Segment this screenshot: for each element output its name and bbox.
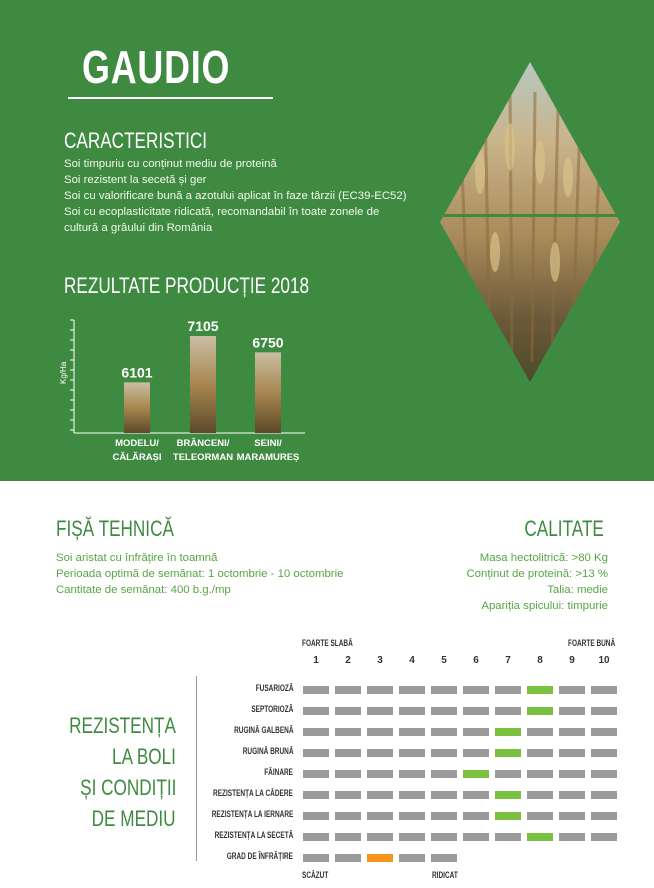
score-cell <box>335 707 361 715</box>
score-cell <box>559 833 585 841</box>
score-cell <box>591 770 617 778</box>
y-axis-ticks <box>70 320 74 430</box>
category-label: SEINI/ <box>254 438 282 449</box>
bar <box>124 382 150 433</box>
list-item: Cantitate de semănat: 400 b.g./mp <box>56 584 231 596</box>
list-item: cultură a grâului din România <box>64 222 213 234</box>
score-cell <box>335 770 361 778</box>
score-cell <box>591 686 617 694</box>
score-cell-active <box>527 686 553 694</box>
row-label: RUGINĂ GALBENĂ <box>233 725 293 735</box>
score-cell <box>367 749 393 757</box>
score-cell <box>399 812 425 820</box>
score-cell <box>303 833 329 841</box>
scale-number: 10 <box>598 655 610 666</box>
rezistenta-heading-line: LA BOLI <box>112 744 176 769</box>
list-item: Perioada optimă de semănat: 1 octombrie - 10 octombrie <box>56 568 344 580</box>
list-item: Masa hectolitrică: >80 Kg <box>479 552 608 564</box>
calitate-heading: CALITATE <box>524 516 604 541</box>
score-cell <box>431 707 457 715</box>
list-item: Talia: medie <box>547 584 608 596</box>
score-cell <box>367 686 393 694</box>
score-cell <box>303 728 329 736</box>
score-cell <box>431 686 457 694</box>
score-cell <box>335 728 361 736</box>
score-cell-active <box>527 707 553 715</box>
score-cell <box>591 791 617 799</box>
score-cell <box>527 770 553 778</box>
score-cell <box>527 791 553 799</box>
score-cell <box>303 854 329 862</box>
infratire-high-label: RIDICAT <box>432 870 458 880</box>
score-cell-active <box>495 749 521 757</box>
score-cell <box>591 812 617 820</box>
score-cell <box>495 833 521 841</box>
score-cell-active <box>367 854 393 862</box>
list-item: Conținut de proteină: >13 % <box>466 568 608 580</box>
score-cell <box>463 791 489 799</box>
score-cell <box>463 833 489 841</box>
list-item: Soi cu valorificare bună a azotului aplicat în faze târzii (EC39-EC52) <box>64 190 407 202</box>
score-cell <box>495 707 521 715</box>
score-cell <box>431 728 457 736</box>
bars <box>112 318 299 463</box>
scale-number: 2 <box>345 655 351 666</box>
bar <box>190 336 216 433</box>
score-cell-active <box>527 833 553 841</box>
score-cell <box>399 791 425 799</box>
fisa-tehnica-list <box>56 550 343 598</box>
row-label: REZISTENȚA LA SECETĂ <box>214 830 293 840</box>
scale-high-label: FOARTE BUNĂ <box>568 638 616 648</box>
row-label: REZISTENȚA LA IERNARE <box>211 809 293 819</box>
caracteristici-heading: CARACTERISTICI <box>64 128 208 153</box>
list-item: Soi timpuriu cu conținut mediu de proteină <box>64 158 277 170</box>
score-cell-active <box>495 728 521 736</box>
scale-number: 9 <box>569 655 575 666</box>
bottom-panel <box>0 481 654 888</box>
score-cell <box>431 854 457 862</box>
score-cell <box>399 749 425 757</box>
score-cell <box>527 749 553 757</box>
score-cell <box>559 770 585 778</box>
score-cell <box>495 770 521 778</box>
score-cell <box>591 749 617 757</box>
list-item: Apariția spicului: timpurie <box>481 600 608 612</box>
infratire-low-label: SCĂZUT <box>302 870 329 880</box>
score-cell <box>399 854 425 862</box>
rezistenta-heading <box>39 710 176 834</box>
scale-number: 4 <box>409 655 415 666</box>
scale-number: 5 <box>441 655 447 666</box>
score-cell <box>335 749 361 757</box>
score-cell <box>559 707 585 715</box>
score-cell <box>303 749 329 757</box>
score-cell <box>463 749 489 757</box>
scale-number: 1 <box>313 655 319 666</box>
score-cell <box>335 833 361 841</box>
bar <box>255 352 281 433</box>
rezistenta-heading-line: DE MEDIU <box>92 806 176 831</box>
category-label: CĂLĂRAȘI <box>112 452 162 463</box>
score-cell <box>559 749 585 757</box>
score-cell <box>463 686 489 694</box>
score-cell <box>431 770 457 778</box>
score-cell <box>463 812 489 820</box>
score-cell <box>335 791 361 799</box>
score-cell <box>303 707 329 715</box>
score-cell <box>399 833 425 841</box>
row-label: FUSARIOZĂ <box>255 683 293 693</box>
row-label: GRAD DE ÎNFRĂȚIRE <box>226 851 293 861</box>
score-cell <box>591 707 617 715</box>
row-label: REZISTENȚA LA CĂDERE <box>213 788 293 798</box>
score-cell <box>399 770 425 778</box>
score-cell <box>559 686 585 694</box>
category-label: MODELU/ <box>115 438 159 449</box>
score-cell <box>591 728 617 736</box>
scale-number: 3 <box>377 655 383 666</box>
list-item: Soi aristat cu înfrățire în toamnă <box>56 552 218 564</box>
score-cell <box>367 707 393 715</box>
bar-value-label: 7105 <box>187 318 219 334</box>
category-label: MARAMUREȘ <box>236 452 300 463</box>
scale-number: 7 <box>505 655 511 666</box>
score-cell <box>495 686 521 694</box>
score-cell <box>399 728 425 736</box>
category-label: BRÂNCENI/ <box>176 438 230 449</box>
score-cell <box>431 791 457 799</box>
score-cell <box>559 728 585 736</box>
score-cell <box>367 833 393 841</box>
score-cell <box>367 770 393 778</box>
score-cell-active <box>463 770 489 778</box>
score-cell <box>527 728 553 736</box>
y-axis-label: Kg/Ha <box>59 361 68 384</box>
score-cell <box>367 791 393 799</box>
score-cell <box>527 812 553 820</box>
score-cell <box>367 812 393 820</box>
bar-value-label: 6750 <box>252 334 284 351</box>
score-cell <box>591 833 617 841</box>
list-item: Soi rezistent la secetă și ger <box>64 174 207 186</box>
score-cell <box>399 686 425 694</box>
score-cell <box>399 707 425 715</box>
category-label: TELEORMAN <box>172 452 234 463</box>
score-cell-active <box>495 791 521 799</box>
scale-low-label: FOARTE SLABĂ <box>302 638 353 648</box>
rezistenta-heading-line: REZISTENȚA <box>69 713 176 738</box>
rezultate-heading: REZULTATE PRODUCȚIE 2018 <box>64 273 310 298</box>
score-cell <box>431 812 457 820</box>
score-cell <box>335 812 361 820</box>
score-cell <box>303 770 329 778</box>
scale-number: 6 <box>473 655 479 666</box>
score-cell <box>463 707 489 715</box>
score-cell <box>303 812 329 820</box>
row-label: SEPTORIOZĂ <box>250 704 293 714</box>
calitate-list <box>466 550 608 614</box>
list-item: Soi cu ecoplasticitate ridicată, recomandabil în toate zonele de <box>64 206 380 218</box>
page-title: GAUDIO <box>82 41 231 93</box>
score-cell <box>303 686 329 694</box>
score-cell <box>431 833 457 841</box>
row-label: FĂINARE <box>264 767 293 777</box>
score-cell <box>463 728 489 736</box>
scale-number: 8 <box>537 655 543 666</box>
score-cell <box>335 686 361 694</box>
fisa-tehnica-heading: FIȘĂ TEHNICĂ <box>56 516 174 541</box>
score-cell <box>431 749 457 757</box>
score-cell <box>559 812 585 820</box>
rezistenta-heading-line: ȘI CONDIȚII <box>79 775 176 800</box>
score-cell <box>303 791 329 799</box>
score-cell <box>367 728 393 736</box>
score-cell-active <box>495 812 521 820</box>
score-cell <box>335 854 361 862</box>
bar-value-label: 6101 <box>121 364 153 381</box>
row-label: RUGINĂ BRUNĂ <box>242 746 293 756</box>
score-cell <box>559 791 585 799</box>
